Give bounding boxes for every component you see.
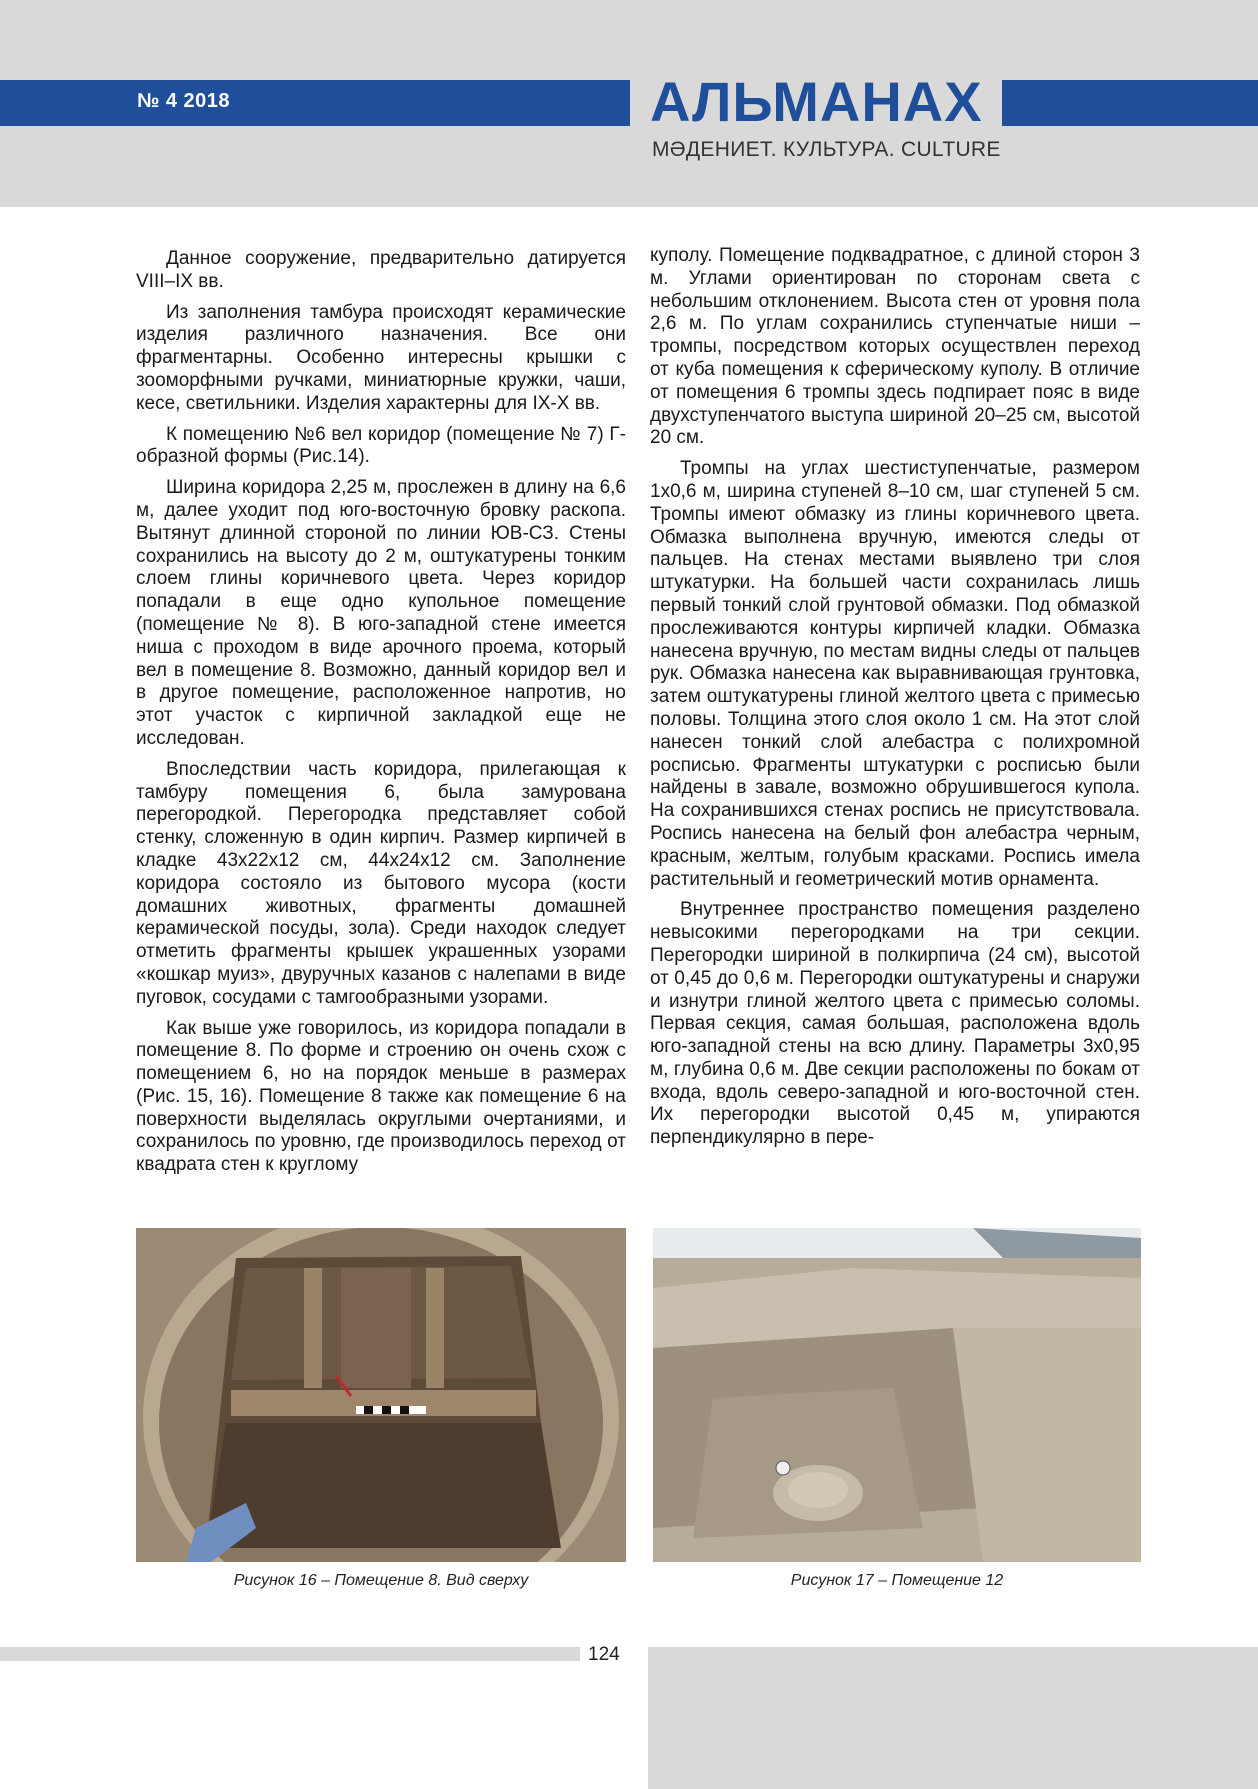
paragraph: Как выше уже говорилось, из коридора попадали в помещение 8. По форме и строению он очень схож с помещением 6, но на порядок меньше в размерах (Рис. 15, 16). Помещение 8 также как помещение 6 на поверхности выделялась округлыми очертаниями, и сохранилось по уровню, где производилось переход от квадрата стен к круглому [136,1017,626,1176]
paragraph: Впоследствии часть коридора, прилегающая к тамбуру помещения 6, была замурована перегородкой. Перегородка представляет собой стенку, сложенную в один кирпич. Размер кирпичей в кладке 43х22х12 см, 44х24х12 см. Заполнение коридора состояло из бытового мусора (кости домашних животных, фрагменты домашней керамической посуды, зола). Среди находок следует отметить фрагменты крышек украшенных узорами «кошкар муиз», двуручных казанов с налепами в виде пуговок, сосудами с тамгообразными узорами. [136,758,626,1008]
journal-title: АЛЬМАНАХ [650,70,983,133]
issue-number: № 4 2018 [137,90,231,112]
paragraph: Из заполнения тамбура происходят керамические изделия различного назначения. Все они фрагментарны. Особенно интересны крышки с зооморфными ручками, миниатюрные кружки, чаши, кесе, светильники. Изделия характерны для IX-X вв. [136,301,626,414]
paragraph: Ширина коридора 2,25 м, прослежен в длину на 6,6 м, далее уходит под юго-восточную бровку раскопа. Вытянут длинной стороной по линии ЮВ-СЗ. Стены сохранились на высоту до 2 м, оштукатурены тонким слоем глины коричневого цвета. Через коридор попадали в еще одно купольное помещение (помещение № 8). В юго-западной стене имеется ниша с проходом в виде арочного проема, который вел в помещение 8. Возможно, данный коридор вел и в другое помещение, расположенное напротив, но этот участок с кирпичной закладкой еще не исследован. [136,477,626,749]
page-number: 124 [588,1644,620,1665]
header-right-bar [1002,80,1258,126]
footer-rule [0,1647,580,1661]
figure-17-caption: Рисунок 17 – Помещение 12 [790,1572,1004,1589]
figure-17-photo [653,1228,1141,1562]
figure-16-caption: Рисунок 16 – Помещение 8. Вид сверху [233,1572,529,1589]
paragraph: Внутреннее пространство помещения разделено невысокими перегородками на три секции. Перегородки шириной в полкирпича (24 см), высотой от 0,45 до 0,6 м. Перегородки оштукатурены и снаружи и изнутри глиной желтого цвета с примесью соломы. Первая секция, самая большая, расположена вдоль юго-западной стены на всю длину. Параметры 3х0,95 м, глубина 0,6 м. Две секции расположены по бокам от входа, вдоль северо-западной и юго-восточной стен. Их перегородки высотой 0,45 м, упираются перпендикулярно в пере- [650,899,1140,1149]
journal-subtitle: МӘДЕНИЕТ. КУЛЬТУРА. CULTURE [652,138,1001,161]
right-text-column [650,245,1140,1158]
left-text-column [136,248,626,1185]
paragraph: куполу. Помещение подквадратное, с длиной сторон 3 м. Углами ориентирован по сторонам света с небольшим отклонением. Высота стен от уровня пола 2,6 м. По углам сохранились ступенчатые ниши – тромпы, посредством которых осуществлен переход от куба помещения к сферическому куполу. В отличие от помещения 6 тромпы здесь подпирает пояс в виде двухступенчатого выступа шириной 20–25 см, высотой 20 см. [650,245,1140,449]
issue-bar [0,80,630,126]
footer-block [648,1647,1258,1789]
figure-16-photo [136,1228,626,1562]
paragraph: К помещению №6 вел коридор (помещение № 7) Г-образной формы (Рис.14). [136,423,626,468]
paragraph: Тромпы на углах шестиступенчатые, размером 1х0,6 м, ширина ступеней 8–10 см, шаг ступеней 5 см. Тромпы имеют обмазку из глины коричневого цвета. Обмазка выполнена вручную, имеются следы от пальцев. На стенах местами выявлено три слоя штукатурки. На большей части сохранилась лишь первый тонкий слой грунтовой обмазки. Под обмазкой прослеживаются контуры кирпичей кладки. Обмазка нанесена вручную, по местам видны следы от пальцев рук. Обмазка нанесена как выравнивающая грунтовка, затем оштукатурены глиной желтого цвета с примесью половы. Толщина этого слоя около 1 см. На этот слой нанесен тонкий слой алебастра с полихромной росписью. Фрагменты штукатурки с росписью были найдены в завале, возможно обрушившегося купола. На сохранившихся стенах роспись не присутствовала. Роспись нанесена на белый фон алебастра черным, красным, желтым, голубым красками. Роспись имела растительный и геометрический мотив орнамента. [650,458,1140,890]
paragraph: Данное сооружение, предварительно датируется VIII–IX вв. [136,248,626,292]
